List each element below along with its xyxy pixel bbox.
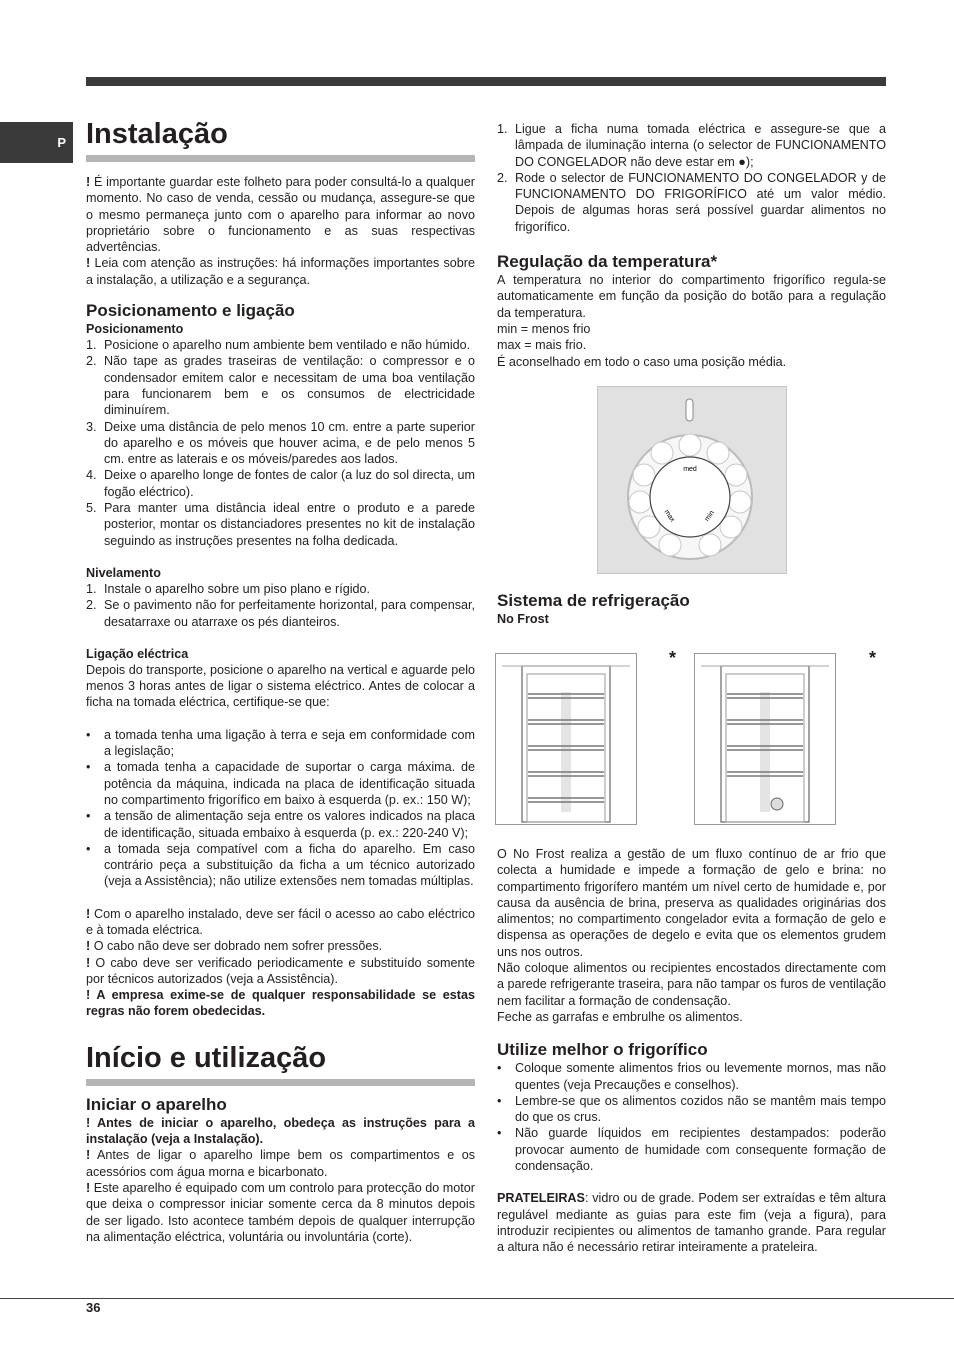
electrical-list [86, 727, 475, 890]
subheading-leveling: Nivelamento [86, 565, 161, 580]
left-column [86, 116, 475, 1245]
temperature-paragraph: A temperatura no interior do compartimento frigorífico regula-se automaticamente em função da posição do botão para a regulação da temperatura. [497, 273, 886, 320]
nofrost-paragraph-1: O No Frost realiza a gestão de um fluxo contínuo de ar frio que colecta a humidade e impede a formação de gelo e brina: no compartimento frigorífero mantém um nível certo de humidade e, por causa da ausência de brina, preserva as qualidades originárias dos alimentos; no compartimento congelador evita a formação de gelo e dispensa as operações de degelo e evita que os elementos grudem uns nos outros. [497, 847, 886, 959]
subheading-positioning: Posicionamento [86, 322, 184, 337]
nofrost-paragraph-2: Não coloque alimentos ou recipientes encostados directamente com a parede refrigerante traseira, para não tampar os furos de ventilação nem facilitar a formação de condensação. [497, 961, 886, 1008]
list-item: • a tomada tenha a capacidade de suportar o carga máxima. de potência da máquina, indicada na placa de identificação situada no compartimento frigorífico em baixo à esquerda (p. ex.: 150 W); [86, 760, 475, 807]
fridge-interior-icon [496, 654, 636, 824]
refrigeration-system-header [497, 591, 886, 627]
right-column-lower [497, 846, 886, 1256]
top-bar [86, 77, 886, 86]
warning-3: ! O cabo deve ser verificado periodicamente e substituído somente por técnicos autorizados (veja a Assistência). [86, 955, 475, 986]
list-item: • Coloque somente alimentos frios ou levemente mornos, mas não quentes (veja Precauções e conselhos). [497, 1061, 886, 1092]
list-item: 1. Posicione o aparelho num ambiente bem ventilado e não húmido. [86, 338, 471, 353]
subheading-electrical: Ligação eléctrica [86, 646, 189, 661]
list-item: 4. Deixe o aparelho longe de fontes de calor (a luz do sol directa, um fogão eléctrico). [86, 468, 475, 499]
list-item: 1. Ligue a ficha numa tomada eléctrica e assegure-se que a lâmpada de iluminação interna (o selector de FUNCIONAMENTO DO CONGELADOR não deve estar em ●); [497, 122, 886, 169]
list-item: 2. Se o pavimento não for perfeitamente horizontal, para compensar, desatarraxe ou atarraxe os pés dianteiros. [86, 598, 475, 629]
asterisk-note-1: * [669, 648, 677, 668]
footer-rule [0, 1298, 954, 1299]
list-item: 5. Para manter uma distância ideal entre o produto e a parede posterior, montar os distanciadores presentes no kit de instalação seguindo as instruções presentes na folha dedicada. [86, 501, 475, 548]
dial-med-label: med [683, 466, 697, 473]
heading-start-appliance: Iniciar o aparelho [86, 1094, 227, 1114]
warning-4: ! A empresa exime-se de qualquer responsabilidade se estas regras não forem obedecidas. [86, 988, 475, 1019]
temperature-advice: É aconselhado em todo o caso uma posição média. [497, 354, 787, 369]
fridge-interior-figure-2 [694, 653, 836, 825]
fridge-interior-icon [695, 654, 835, 824]
thermostat-dial-figure [597, 386, 787, 574]
temperature-max: max = mais frio. [497, 338, 587, 353]
leveling-list [86, 581, 475, 630]
heading-positioning: Posicionamento e ligação [86, 301, 295, 321]
warning-1: ! Com o aparelho instalado, deve ser fácil o acesso ao cabo eléctrico e à tomada eléctrica. [86, 906, 476, 937]
start-bold-note: ! Antes de iniciar o aparelho, obedeça as instruções para a instalação (veja a Instalação). [86, 1115, 475, 1147]
asterisk-note-2: * [869, 648, 877, 668]
temperature-min: min = menos frio [497, 321, 591, 336]
start-steps-list [497, 121, 886, 235]
dial-min-label: min [703, 509, 716, 523]
section-title-installation: Instalação [86, 116, 475, 162]
intro-paragraph-2: ! Leia com atenção as instruções: há informações importantes sobre a instalação, a utilização e a segurança. [86, 256, 476, 287]
heading-better-use: Utilize melhor o frigorífico [497, 1040, 708, 1060]
start-paragraph-2: ! Este aparelho é equipado com um controlo para protecção do motor que deixa o compressor iniciar somente cerca da 8 minutos depois de ser ligado. Isto acontece também depois de qualquer interrupção na alimentação eléctrica, voluntária ou involuntária (corte). [86, 1180, 475, 1244]
dial-max-label: max [662, 508, 676, 524]
list-item: • a tomada seja compatível com a ficha do aparelho. Em caso contrário peça a substituição da ficha a um técnico autorizado (veja a Assistência); não utilize extensões nem tomadas múltiplas. [86, 841, 475, 889]
list-item: • Não guarde líquidos em recipientes destampados: poderão provocar aumento de humidade com consequente formação de condensação. [497, 1126, 886, 1174]
nofrost-paragraph-3: Feche as garrafas e embrulhe os alimentos. [497, 1009, 743, 1024]
thermostat-dial-icon [598, 387, 786, 573]
list-item: • a tensão de alimentação seja entre os valores indicados na placa de identificação, situada embaixo à esquerda (p. ex.: 220-240 V); [86, 809, 475, 840]
shelves-paragraph: PRATELEIRAS: vidro ou de grade. Podem ser extraídas e têm altura regulável mediante as guias para este fim (veja a figura), para introduzir recipientes ou alimentos de tamanho grande. Para regular a altura não é necessário retirar inteiramente a prateleira. [497, 1191, 886, 1255]
positioning-list [86, 337, 475, 549]
section-title-start-use: Início e utilização [86, 1040, 475, 1086]
list-item: 2. Não tape as grades traseiras de ventilação: o compressor e o condensador emitem calor e necessitam de uma boa ventilação para funcionarem bem e os consumos de electricidade diminuírem. [86, 354, 475, 418]
heading-refrigeration: Sistema de refrigeração [497, 591, 690, 610]
list-item: 3. Deixe uma distância de pelo menos 10 cm. entre a parte superior do aparelho e os móveis que houver acima, e de pelo menos 5 cm. entre as laterais e os móveis/paredes aos lados. [86, 419, 475, 467]
electrical-paragraph: Depois do transporte, posicione o aparelho na vertical e aguarde pelo menos 3 horas antes de ligar o sistema eléctrico. Antes de colocar a ficha na tomada eléctrica, certifique-se que: [86, 662, 475, 710]
page-number: 36 [86, 1300, 101, 1315]
right-column [497, 121, 886, 370]
list-item: 1. Instale o aparelho sobre um piso plano e rígido. [86, 581, 371, 596]
intro-paragraph-1: ! É importante guardar este folheto para poder consultá-lo a qualquer momento. No caso de venda, cessão ou mudança, assegure-se que o mesmo permaneça junto com o aparelho para informar ao novo proprietário sobre o funcionamento e as suas respectivas advertências. [86, 175, 476, 255]
language-tab: P [0, 122, 73, 163]
list-item: 2. Rode o selector de FUNCIONAMENTO DO CONGELADOR y de FUNCIONAMENTO DO FRIGORÍFICO até um valor médio. Depois de algumas horas será possível guardar alimentos no frigorífico. [497, 170, 886, 234]
heading-temperature: Regulação da temperatura* [497, 252, 718, 272]
fridge-interior-figure-1 [495, 653, 637, 825]
warning-2: ! O cabo não deve ser dobrado nem sofrer pressões. [86, 939, 383, 954]
start-paragraph-1: ! Antes de ligar o aparelho limpe bem os compartimentos e os acessórios com água morna e bicarbonato. [86, 1148, 475, 1179]
subheading-no-frost: No Frost [497, 612, 549, 626]
list-item: • Lembre-se que os alimentos cozidos não se mantêm mais tempo do que os crus. [497, 1093, 886, 1125]
list-item: • a tomada tenha uma ligação à terra e seja em conformidade com a legislação; [86, 727, 475, 759]
better-use-list [497, 1060, 886, 1174]
